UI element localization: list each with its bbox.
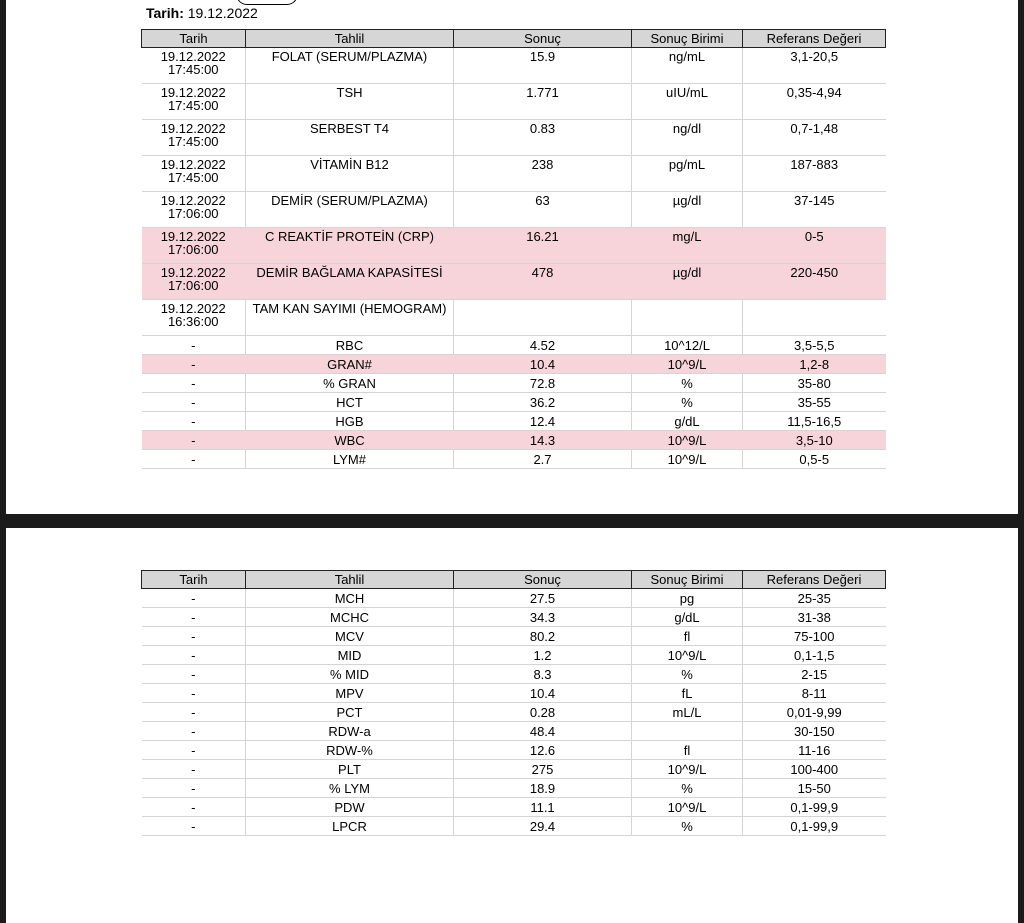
- report-date-label: Tarih:: [146, 5, 184, 21]
- reference-cell: 100-400: [743, 760, 886, 779]
- reference-cell: 0,1-99,9: [743, 817, 886, 836]
- header-date: Tarih: [142, 30, 246, 48]
- reference-cell: 37-145: [743, 192, 886, 228]
- table-row-flagged: [142, 355, 886, 374]
- date-cell: [142, 300, 246, 336]
- reference-cell: 0,1-1,5: [743, 646, 886, 665]
- test-name-cell: % MID: [246, 665, 454, 684]
- result-cell: 478: [454, 264, 632, 300]
- result-cell: 63: [454, 192, 632, 228]
- date-cell: [142, 374, 246, 393]
- report-page-2: [6, 528, 1018, 923]
- date-cell: [142, 48, 246, 84]
- reference-cell: 35-80: [743, 374, 886, 393]
- date-cell: [142, 228, 246, 264]
- table-row-flagged: [142, 264, 886, 300]
- date-cell: -: [142, 684, 246, 703]
- test-name-cell: RBC: [246, 336, 454, 355]
- header-reference: Referans Değeri: [743, 571, 886, 589]
- test-name-cell: DEMİR (SERUM/PLAZMA): [246, 192, 454, 228]
- result-cell: 0.83: [454, 120, 632, 156]
- table-row-flagged: [142, 431, 886, 450]
- test-name-cell: MCH: [246, 589, 454, 608]
- reference-cell: 3,5-10: [743, 431, 886, 450]
- reference-cell: 1,2-8: [743, 355, 886, 374]
- test-name-cell: TAM KAN SAYIMI (HEMOGRAM): [246, 300, 454, 336]
- table-row: [142, 84, 886, 120]
- date-cell: [142, 336, 246, 355]
- test-name-cell: DEMİR BAĞLAMA KAPASİTESİ: [246, 264, 454, 300]
- result-cell: 12.6: [454, 741, 632, 760]
- date-text: 19.12.2022: [160, 85, 226, 100]
- result-cell: 12.4: [454, 412, 632, 431]
- date-cell: [142, 412, 246, 431]
- result-cell: 11.1: [454, 798, 632, 817]
- unit-cell: mL/L: [632, 703, 743, 722]
- date-cell: [142, 156, 246, 192]
- date-cell: [142, 264, 246, 300]
- date-cell: -: [142, 741, 246, 760]
- results-table-2: [141, 570, 886, 836]
- time-text: 17:45:00: [167, 170, 219, 185]
- result-cell: 36.2: [454, 393, 632, 412]
- header-test: Tahlil: [246, 571, 454, 589]
- table-header: [142, 30, 886, 48]
- date-text: -: [191, 451, 196, 467]
- result-cell: 1.771: [454, 84, 632, 120]
- unit-cell: 10^9/L: [632, 798, 743, 817]
- test-name-cell: FOLAT (SERUM/PLAZMA): [246, 48, 454, 84]
- date-text: 19.12.2022: [160, 157, 226, 172]
- report-date: [146, 5, 258, 21]
- table-row: [142, 817, 886, 836]
- reference-cell: 0-5: [743, 228, 886, 264]
- result-cell: 29.4: [454, 817, 632, 836]
- reference-cell: 11,5-16,5: [743, 412, 886, 431]
- test-name-cell: MCHC: [246, 608, 454, 627]
- test-name-cell: LPCR: [246, 817, 454, 836]
- reference-cell: 3,1-20,5: [743, 48, 886, 84]
- unit-cell: [632, 722, 743, 741]
- test-name-cell: VİTAMİN B12: [246, 156, 454, 192]
- time-text: 17:06:00: [167, 206, 219, 221]
- table-row: [142, 393, 886, 412]
- test-name-cell: PDW: [246, 798, 454, 817]
- date-cell: -: [142, 798, 246, 817]
- reference-cell: 220-450: [743, 264, 886, 300]
- table-row: [142, 589, 886, 608]
- unit-cell: fl: [632, 741, 743, 760]
- reference-cell: 187-883: [743, 156, 886, 192]
- test-name-cell: PCT: [246, 703, 454, 722]
- test-name-cell: HGB: [246, 412, 454, 431]
- header-unit: Sonuç Birimi: [632, 571, 743, 589]
- test-name-cell: RDW-%: [246, 741, 454, 760]
- reference-cell: 11-16: [743, 741, 886, 760]
- time-text: 17:45:00: [167, 62, 219, 77]
- table-row: [142, 722, 886, 741]
- test-name-cell: % GRAN: [246, 374, 454, 393]
- reference-cell: 3,5-5,5: [743, 336, 886, 355]
- unit-cell: 10^9/L: [632, 450, 743, 469]
- reference-cell: 0,1-99,9: [743, 798, 886, 817]
- date-cell: -: [142, 703, 246, 722]
- result-cell: 8.3: [454, 665, 632, 684]
- unit-cell: g/dL: [632, 412, 743, 431]
- header-reference: Referans Değeri: [743, 30, 886, 48]
- test-name-cell: HCT: [246, 393, 454, 412]
- unit-cell: %: [632, 817, 743, 836]
- unit-cell: pg: [632, 589, 743, 608]
- date-text: 19.12.2022: [160, 121, 226, 136]
- date-text: 19.12.2022: [160, 193, 226, 208]
- time-text: 17:06:00: [167, 278, 219, 293]
- test-name-cell: MCV: [246, 627, 454, 646]
- table-row: [142, 760, 886, 779]
- test-name-cell: SERBEST T4: [246, 120, 454, 156]
- header-test: Tahlil: [246, 30, 454, 48]
- time-text: 16:36:00: [167, 314, 219, 329]
- report-date-value: 19.12.2022: [187, 5, 258, 21]
- reference-cell: 0,01-9,99: [743, 703, 886, 722]
- reference-cell: 8-11: [743, 684, 886, 703]
- table-row: [142, 608, 886, 627]
- date-text: 19.12.2022: [160, 49, 226, 64]
- unit-cell: ng/dl: [632, 120, 743, 156]
- date-cell: [142, 120, 246, 156]
- date-text: -: [191, 413, 196, 429]
- time-text: 17:45:00: [167, 134, 219, 149]
- unit-cell: %: [632, 665, 743, 684]
- test-name-cell: C REAKTİF PROTEİN (CRP): [246, 228, 454, 264]
- date-cell: -: [142, 779, 246, 798]
- report-page-1: [6, 0, 1018, 514]
- result-cell: [454, 300, 632, 336]
- unit-cell: 10^9/L: [632, 431, 743, 450]
- unit-cell: fL: [632, 684, 743, 703]
- result-cell: 2.7: [454, 450, 632, 469]
- unit-cell: 10^9/L: [632, 646, 743, 665]
- date-cell: [142, 84, 246, 120]
- date-text: -: [191, 394, 196, 410]
- reference-cell: 35-55: [743, 393, 886, 412]
- reference-cell: 25-35: [743, 589, 886, 608]
- result-cell: 18.9: [454, 779, 632, 798]
- unit-cell: %: [632, 374, 743, 393]
- header-result: Sonuç: [454, 571, 632, 589]
- reference-cell: 0,7-1,48: [743, 120, 886, 156]
- table-header: [142, 571, 886, 589]
- reference-cell: 31-38: [743, 608, 886, 627]
- table-row: [142, 627, 886, 646]
- unit-cell: ng/mL: [632, 48, 743, 84]
- date-cell: -: [142, 646, 246, 665]
- result-cell: 238: [454, 156, 632, 192]
- table-row: [142, 336, 886, 355]
- date-text: -: [191, 432, 196, 448]
- unit-cell: %: [632, 779, 743, 798]
- table-row: [142, 120, 886, 156]
- result-cell: 10.4: [454, 684, 632, 703]
- table-row: [142, 703, 886, 722]
- date-cell: -: [142, 665, 246, 684]
- test-name-cell: MPV: [246, 684, 454, 703]
- date-cell: [142, 192, 246, 228]
- date-cell: [142, 431, 246, 450]
- test-name-cell: % LYM: [246, 779, 454, 798]
- unit-cell: uIU/mL: [632, 84, 743, 120]
- unit-cell: [632, 300, 743, 336]
- unit-cell: µg/dl: [632, 192, 743, 228]
- table-row: [142, 192, 886, 228]
- reference-cell: 0,35-4,94: [743, 84, 886, 120]
- reference-cell: [743, 300, 886, 336]
- test-name-cell: TSH: [246, 84, 454, 120]
- date-cell: -: [142, 608, 246, 627]
- table-row: [142, 741, 886, 760]
- date-cell: [142, 393, 246, 412]
- results-table-1: [141, 29, 886, 469]
- table-row: [142, 798, 886, 817]
- result-cell: 80.2: [454, 627, 632, 646]
- date-cell: -: [142, 722, 246, 741]
- unit-cell: 10^12/L: [632, 336, 743, 355]
- result-cell: 1.2: [454, 646, 632, 665]
- table-row: [142, 156, 886, 192]
- date-cell: [142, 450, 246, 469]
- table-row: [142, 684, 886, 703]
- date-cell: -: [142, 627, 246, 646]
- unit-cell: %: [632, 393, 743, 412]
- table-row: [142, 450, 886, 469]
- test-name-cell: WBC: [246, 431, 454, 450]
- reference-cell: 75-100: [743, 627, 886, 646]
- table-row: [142, 779, 886, 798]
- time-text: 17:06:00: [167, 242, 219, 257]
- table-row: [142, 412, 886, 431]
- reference-cell: 0,5-5: [743, 450, 886, 469]
- reference-cell: 30-150: [743, 722, 886, 741]
- table-row: [142, 646, 886, 665]
- unit-cell: pg/mL: [632, 156, 743, 192]
- table-row: [142, 48, 886, 84]
- result-cell: 72.8: [454, 374, 632, 393]
- header-result: Sonuç: [454, 30, 632, 48]
- unit-cell: µg/dl: [632, 264, 743, 300]
- header-date: Tarih: [142, 571, 246, 589]
- reference-cell: 15-50: [743, 779, 886, 798]
- result-cell: 16.21: [454, 228, 632, 264]
- result-cell: 4.52: [454, 336, 632, 355]
- header-unit: Sonuç Birimi: [632, 30, 743, 48]
- test-name-cell: GRAN#: [246, 355, 454, 374]
- date-cell: -: [142, 817, 246, 836]
- test-name-cell: LYM#: [246, 450, 454, 469]
- result-cell: 14.3: [454, 431, 632, 450]
- result-cell: 10.4: [454, 355, 632, 374]
- date-text: 19.12.2022: [160, 229, 226, 244]
- table-row: [142, 300, 886, 336]
- table-row-flagged: [142, 228, 886, 264]
- result-cell: 27.5: [454, 589, 632, 608]
- reference-cell: 2-15: [743, 665, 886, 684]
- date-cell: -: [142, 589, 246, 608]
- table-row: [142, 665, 886, 684]
- date-text: -: [191, 356, 196, 372]
- unit-cell: 10^9/L: [632, 355, 743, 374]
- date-text: -: [191, 375, 196, 391]
- time-text: 17:45:00: [167, 98, 219, 113]
- result-cell: 0.28: [454, 703, 632, 722]
- result-cell: 48.4: [454, 722, 632, 741]
- date-text: 19.12.2022: [160, 301, 226, 316]
- unit-cell: fl: [632, 627, 743, 646]
- test-name-cell: PLT: [246, 760, 454, 779]
- date-cell: -: [142, 760, 246, 779]
- date-text: -: [191, 337, 196, 353]
- table-row: [142, 374, 886, 393]
- date-cell: [142, 355, 246, 374]
- test-name-cell: RDW-a: [246, 722, 454, 741]
- unit-cell: mg/L: [632, 228, 743, 264]
- result-cell: 34.3: [454, 608, 632, 627]
- result-cell: 275: [454, 760, 632, 779]
- unit-cell: 10^9/L: [632, 760, 743, 779]
- unit-cell: g/dL: [632, 608, 743, 627]
- date-text: 19.12.2022: [160, 265, 226, 280]
- test-name-cell: MID: [246, 646, 454, 665]
- result-cell: 15.9: [454, 48, 632, 84]
